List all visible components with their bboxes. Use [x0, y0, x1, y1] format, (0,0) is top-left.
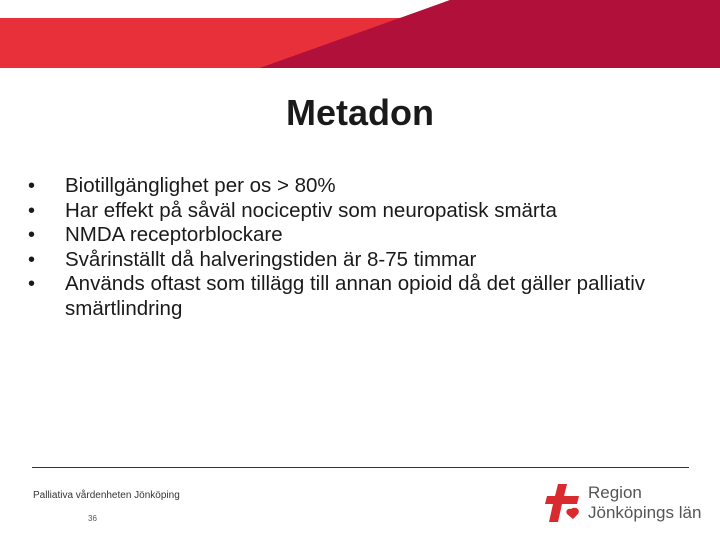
header-banner — [0, 0, 720, 68]
bullet-text: NMDA receptorblockare — [65, 223, 283, 246]
bullet-item — [28, 223, 698, 248]
bullet-dot: • — [28, 224, 36, 246]
bullet-item — [28, 248, 698, 273]
footer-org-text: Palliativa vårdenheten Jönköping — [33, 490, 180, 501]
bullet-dot: • — [28, 273, 36, 295]
footer-divider — [32, 467, 689, 468]
bullet-text: Har effekt på såväl nociceptiv som neuropatisk smärta — [65, 198, 557, 222]
banner-white-strip — [0, 0, 450, 18]
bullet-item — [28, 174, 698, 199]
bullet-dot: • — [28, 199, 36, 222]
bullet-dot: • — [28, 248, 36, 271]
bullet-item — [28, 272, 698, 321]
bullet-list — [28, 174, 698, 321]
bullet-text: Biotillgänglighet per os > 80% — [65, 174, 336, 197]
region-logo — [543, 480, 720, 530]
region-cross-icon — [543, 482, 583, 524]
slide-title: Metadon — [286, 92, 434, 133]
bullet-text: Används oftast som tillägg till annan opioid då det gäller palliativ smärtlindring — [65, 272, 646, 320]
bullet-item — [28, 199, 698, 224]
logo-text — [588, 483, 701, 523]
bullet-text: Svårinställt då halveringstiden är 8-75 timmar — [65, 247, 477, 271]
page-number: 36 — [88, 514, 97, 523]
bullet-dot: • — [28, 175, 36, 197]
logo-line2: Jönköpings län — [588, 503, 702, 522]
logo-line1: Region — [588, 483, 642, 502]
